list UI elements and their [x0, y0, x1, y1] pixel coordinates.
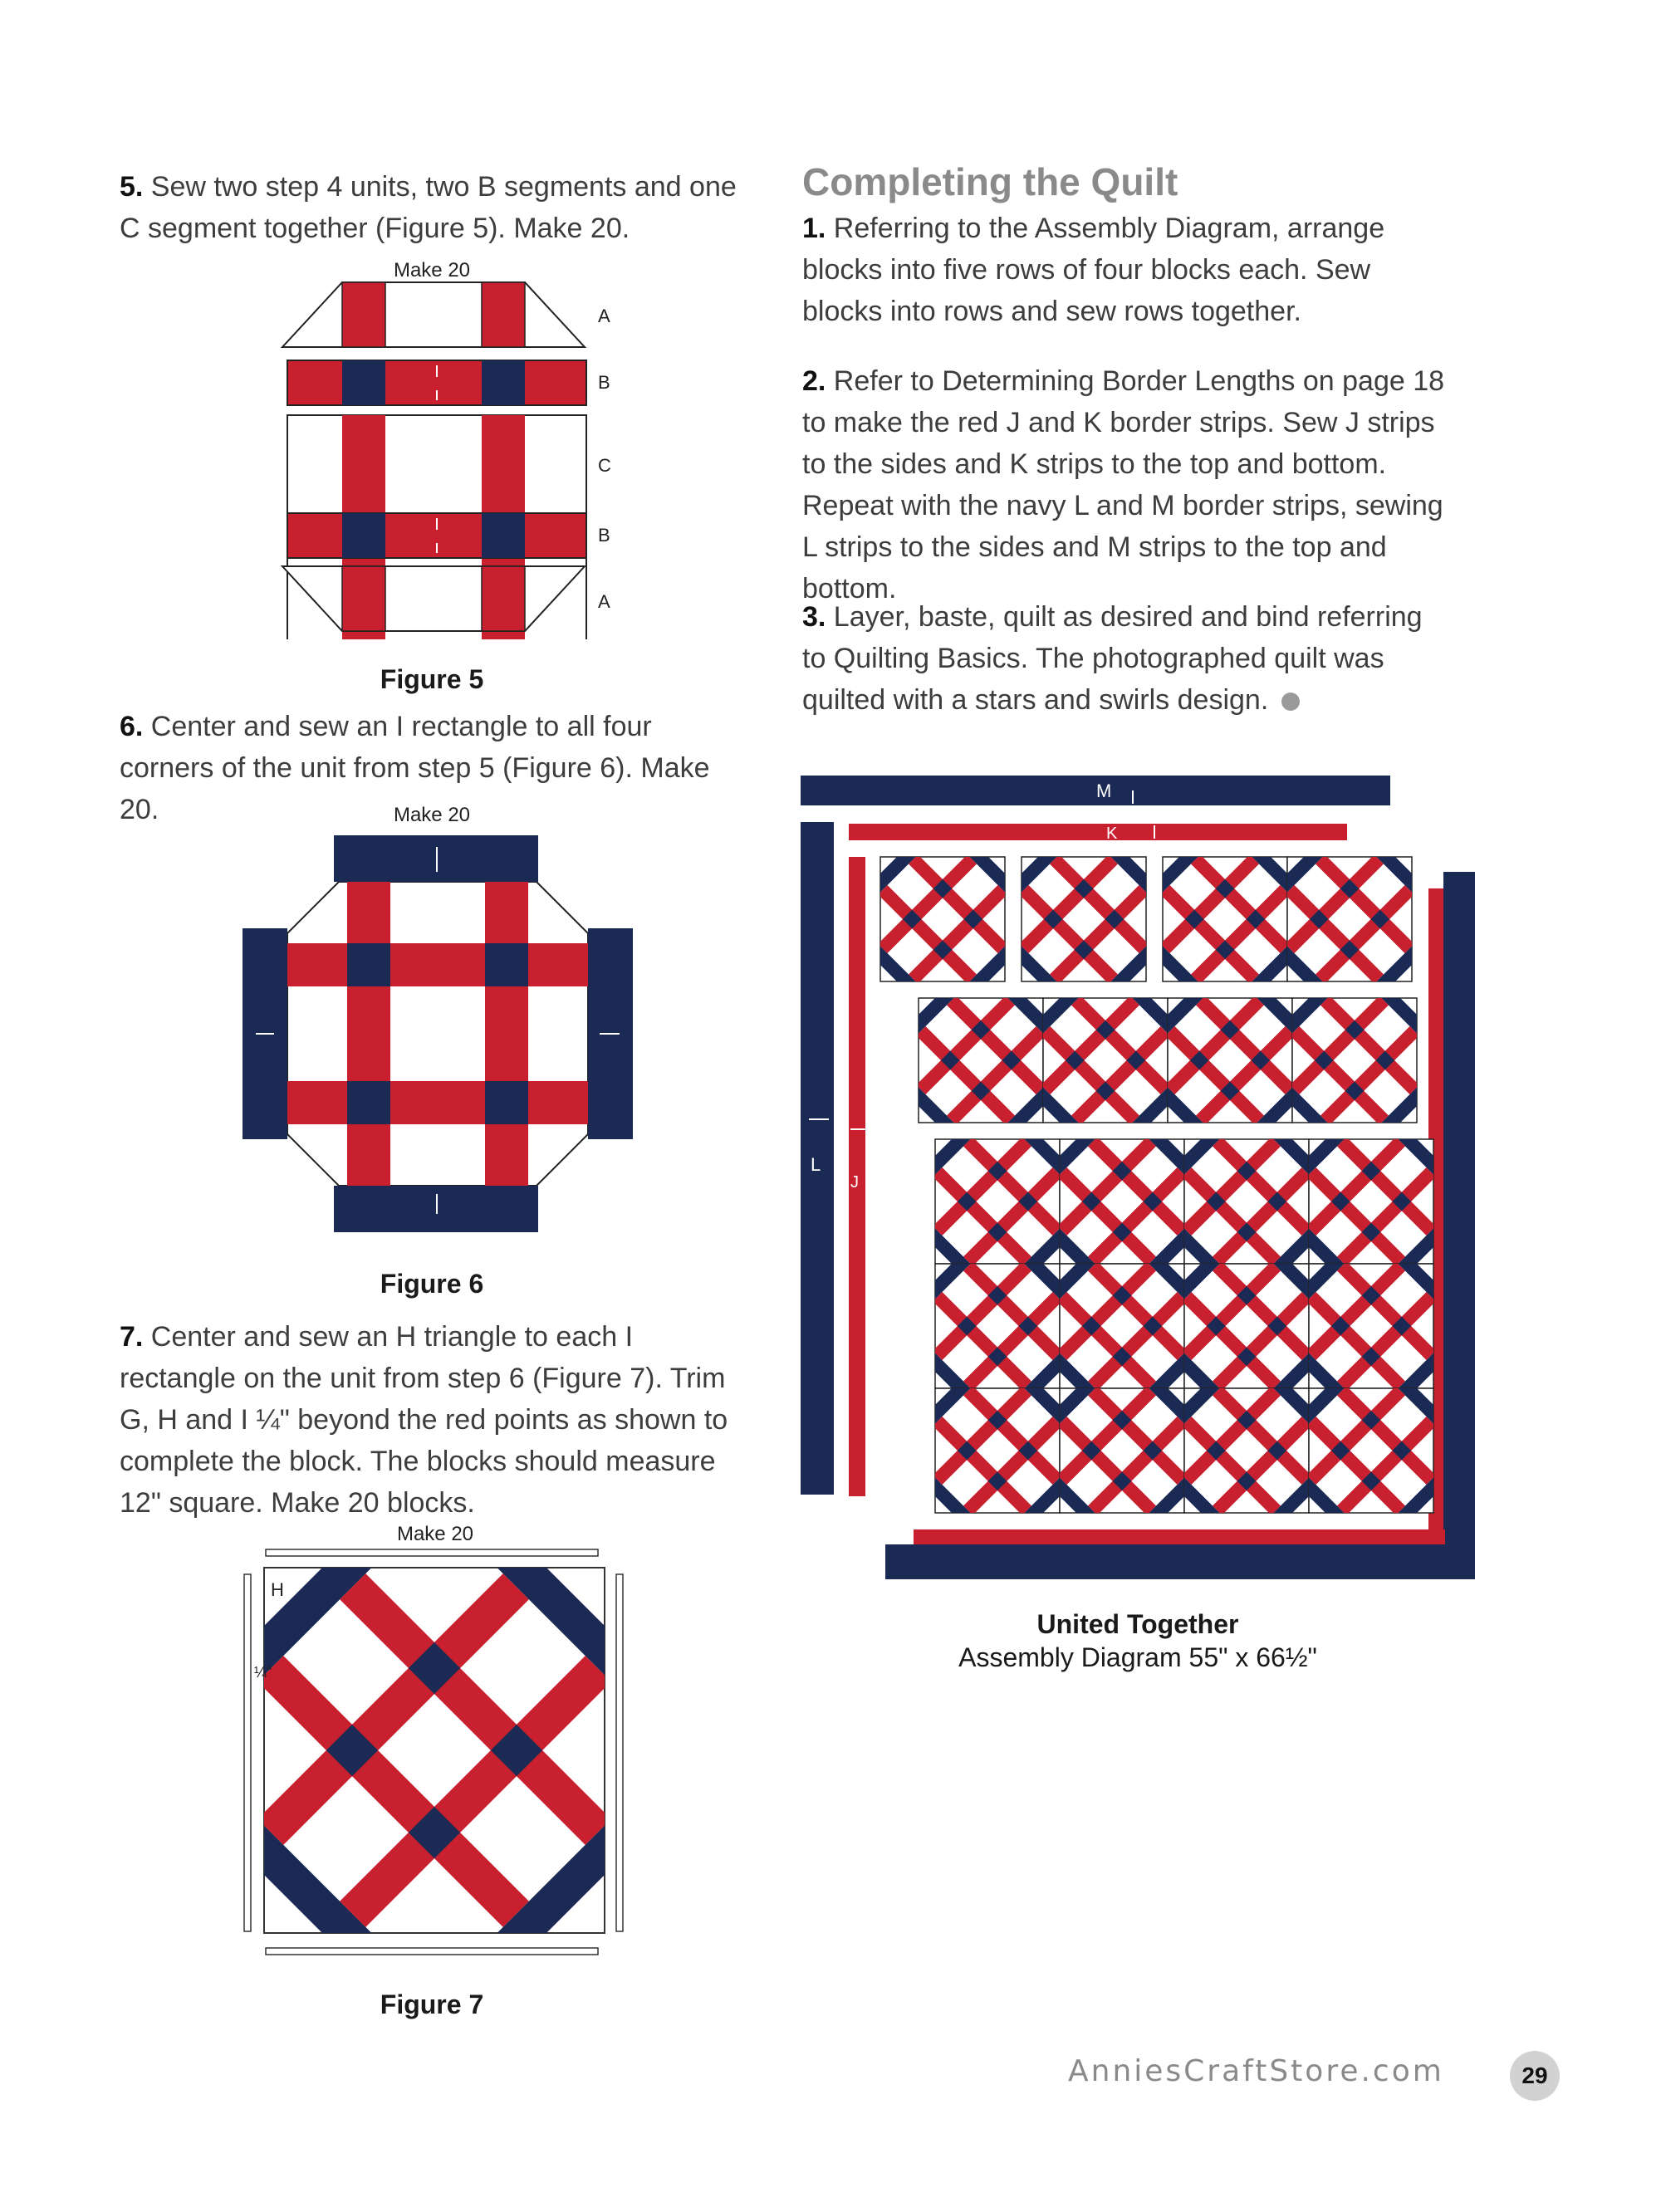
label-quarter-inch: ¼"	[254, 1664, 272, 1681]
label-b-top: B	[598, 372, 610, 393]
step-5-text: Sew two step 4 units, two B segments and one C segment together (Figure 5). Make 20.	[120, 171, 737, 244]
quilt-step-2-paragraph	[802, 360, 1450, 609]
figure-6-caption: Figure 6	[380, 1269, 484, 1299]
figure-7-caption: Figure 7	[380, 1989, 484, 2019]
step-6-number: 6.	[120, 711, 144, 742]
step-6-text: Center and sew an I rectangle to all four corners of the unit from step 5 (Figure 6). Make 20.	[120, 711, 710, 825]
figure-7-diagram	[241, 1544, 639, 1960]
quilt-step-3-number: 3.	[802, 601, 826, 633]
label-a-top: A	[598, 306, 610, 326]
figure-5-caption: Figure 5	[380, 664, 484, 694]
section-heading: Completing the Quilt	[802, 160, 1178, 203]
assembly-diagram-title: United Together	[1036, 1609, 1239, 1639]
figure-7-make-label: Make 20	[396, 1523, 474, 1545]
step-5-number: 5.	[120, 171, 144, 203]
assembly-diagram-subtitle: Assembly Diagram 55" x 66½"	[958, 1642, 1317, 1672]
assembly-diagram	[797, 764, 1487, 1586]
figure-6-make-label: Make 20	[393, 804, 471, 826]
end-bullet-icon	[1281, 692, 1300, 711]
quilt-step-2-number: 2.	[802, 365, 826, 397]
label-k: K	[1106, 825, 1118, 843]
label-l: L	[811, 1154, 821, 1175]
quilt-step-3-text: Layer, baste, quilt as desired and bind referring to Quilting Basics. The photographed quilt was quilted with a stars and swirls design.	[802, 601, 1423, 716]
quilt-step-1-paragraph	[802, 208, 1450, 332]
page-number-badge: 29	[1510, 2051, 1560, 2101]
quilt-step-1-number: 1.	[802, 213, 826, 244]
step-7-text: Center and sew an H triangle to each I rectangle on the unit from step 6 (Figure 7). Trim G, H and I ¼" beyond the red points as shown to complete the block. The blocks should measure 12" square. Make 20 blocks.	[120, 1321, 728, 1519]
quilt-step-3-paragraph	[802, 596, 1450, 721]
footer-website: AnniesCraftStore.com	[1068, 2054, 1444, 2088]
label-c: C	[598, 455, 611, 476]
figure-6-diagram	[241, 830, 639, 1245]
quilt-step-1-text: Referring to the Assembly Diagram, arrange blocks into five rows of four blocks each. Sew blocks into rows and sew rows together.	[802, 213, 1385, 327]
figure-5-make-label: Make 20	[393, 259, 471, 281]
step-7-number: 7.	[120, 1321, 144, 1353]
figure-5-diagram	[266, 274, 631, 639]
step-5-paragraph	[120, 166, 751, 249]
segment-a-top	[282, 282, 585, 347]
step-7-paragraph	[120, 1316, 751, 1524]
border-strip-k	[849, 824, 1347, 840]
label-h: H	[271, 1579, 284, 1600]
label-j: J	[850, 1173, 859, 1192]
label-m: M	[1096, 781, 1112, 801]
label-b-bottom: B	[598, 525, 610, 546]
quilt-step-2-text: Refer to Determining Border Lengths on page 18 to make the red J and K border strips. Sew J strips to the sides and K strips to the top and bottom. Repeat with the navy L and M border strips, sewing L strips to the sides and M strips to the top and bottom.	[802, 365, 1445, 604]
label-a-bottom: A	[598, 591, 610, 612]
border-strip-m	[801, 776, 1390, 805]
